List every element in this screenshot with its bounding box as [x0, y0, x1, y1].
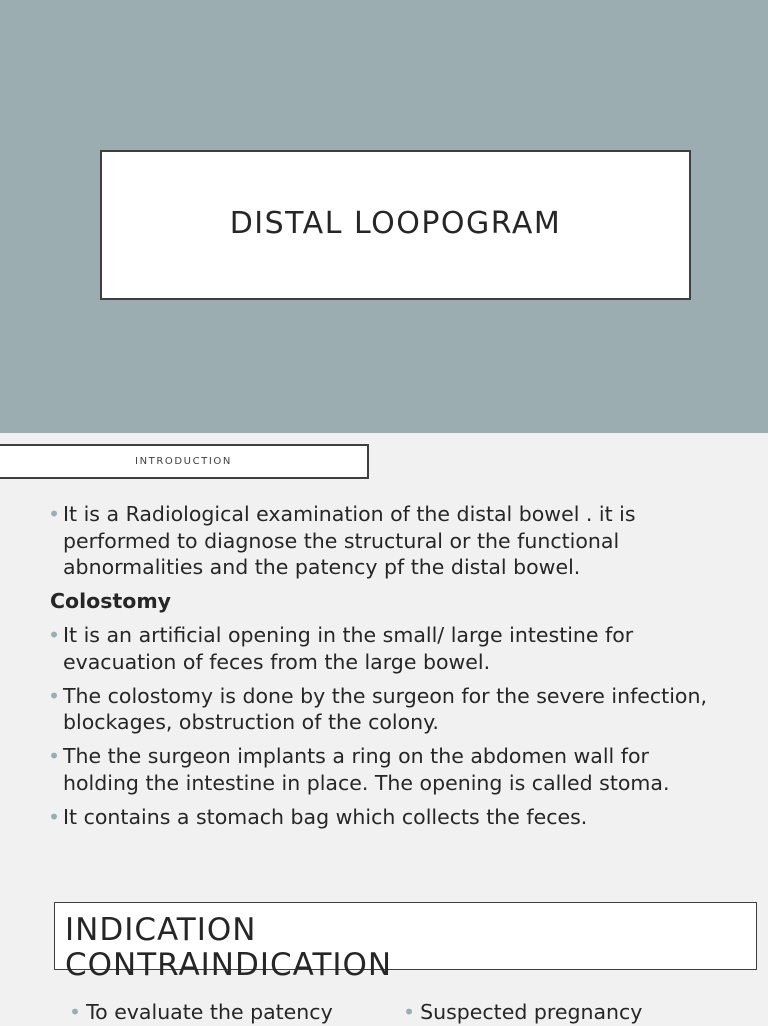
indication-column	[69, 999, 333, 1026]
section-title-line-2: CONTRAINDICATION	[65, 947, 393, 983]
list-item-text: The the surgeon implants a ring on the abdomen wall for holding the intestine in place. The opening is called stoma.	[63, 744, 670, 795]
list-item	[48, 622, 713, 675]
slide-title: DISTAL LOOPOGRAM	[229, 205, 562, 241]
list-item	[48, 743, 713, 796]
list-item-text: It is an artificial opening in the small/ large intestine for evacuation of feces from the large bowel.	[63, 623, 634, 674]
section-title	[65, 913, 392, 983]
bullet-icon: •	[69, 1000, 82, 1024]
bullet-icon: •	[403, 1000, 416, 1024]
bullet-icon: •	[48, 744, 61, 768]
subheading: Colostomy	[50, 589, 172, 613]
slide-body	[48, 501, 713, 838]
list-item	[48, 683, 713, 736]
list-item-text: To evaluate the patency	[86, 1000, 333, 1024]
bullet-icon: •	[48, 623, 61, 647]
list-item	[48, 501, 713, 581]
section-label-box	[0, 444, 369, 479]
list-item-text: The colostomy is done by the surgeon for the severe infection, blockages, obstruction of the colony.	[63, 683, 707, 734]
bullet-icon: •	[48, 683, 61, 708]
bullet-icon: •	[48, 502, 61, 526]
list-item-text: It contains a stomach bag which collects the feces.	[63, 804, 588, 829]
list-item-text: It is a Radiological examination of the distal bowel . it is performed to diagnose the structural or the functional abnormalities and the patency pf the distal bowel.	[63, 502, 636, 579]
contraindication-column	[403, 999, 642, 1026]
section-label: INTRODUCTION	[135, 456, 232, 467]
title-slide	[0, 0, 768, 433]
list-item	[48, 804, 713, 831]
list-item-text: Suspected pregnancy	[420, 1000, 643, 1024]
bullet-icon: •	[48, 804, 61, 829]
section-title-line-1: INDICATION	[65, 912, 257, 948]
title-box	[100, 150, 691, 300]
